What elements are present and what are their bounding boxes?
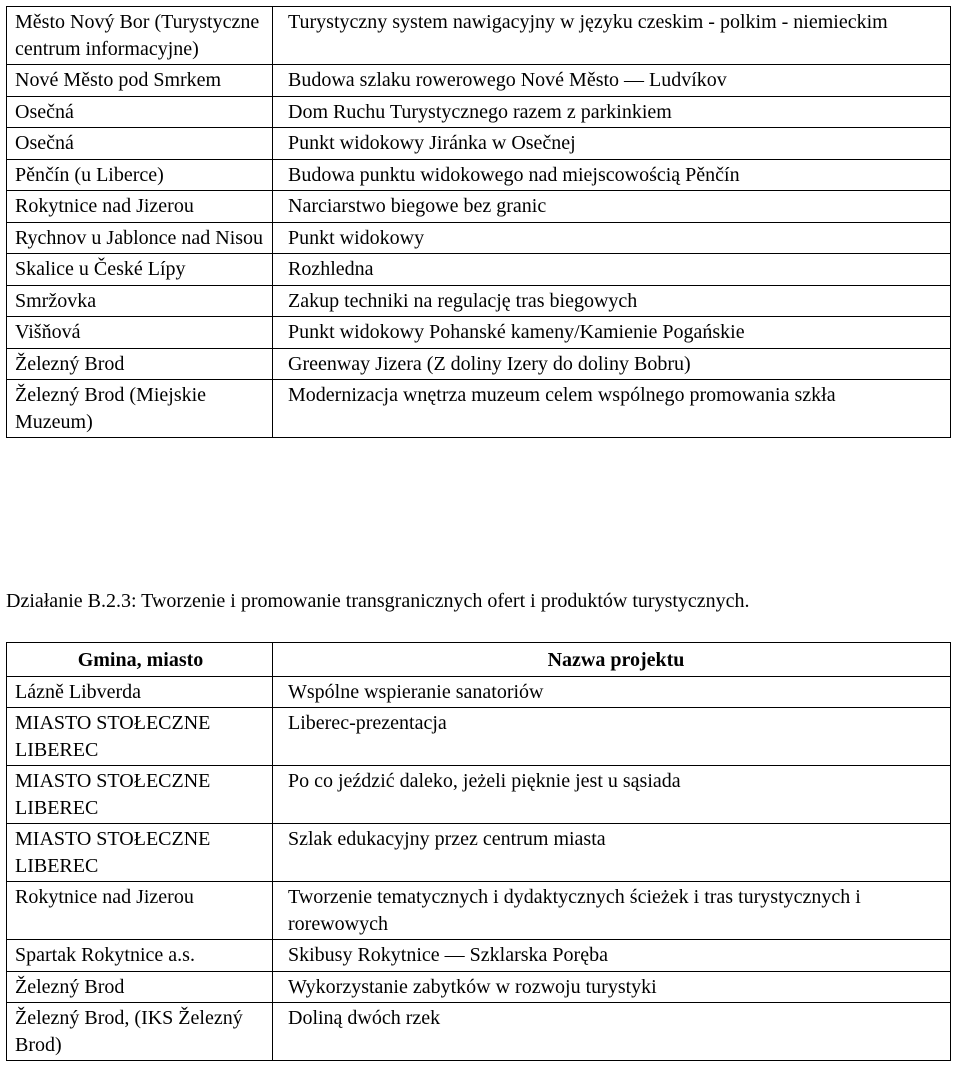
municipality-cell: Osečná [7, 128, 273, 160]
project-name-cell: Skibusy Rokytnice — Szklarska Poręba [273, 940, 951, 972]
section-heading: Działanie B.2.3: Tworzenie i promowanie transgranicznych ofert i produktów turystycznych. [6, 590, 750, 612]
project-name-cell: Turystyczny system nawigacyjny w języku czeskim - polkim - niemieckim [273, 7, 951, 65]
table-row [7, 254, 951, 286]
table-row [7, 7, 951, 65]
table-row [7, 1003, 951, 1061]
table-row [7, 65, 951, 97]
table-header-row [7, 643, 951, 677]
table-row [7, 159, 951, 191]
municipality-cell: Rokytnice nad Jizerou [7, 882, 273, 940]
projects-table-1 [6, 6, 951, 438]
project-name-cell: Tworzenie tematycznych i dydaktycznych ścieżek i tras turystycznych i rorewowych [273, 882, 951, 940]
table-row [7, 940, 951, 972]
table-row [7, 285, 951, 317]
table-row [7, 971, 951, 1003]
municipality-cell: Skalice u České Lípy [7, 254, 273, 286]
column-header-project-name: Nazwa projektu [273, 643, 951, 677]
municipality-cell: Spartak Rokytnice a.s. [7, 940, 273, 972]
project-name-cell: Po co jeździć daleko, jeżeli pięknie jest u sąsiada [273, 766, 951, 824]
project-name-cell: Dom Ruchu Turystycznego razem z parkinkiem [273, 96, 951, 128]
municipality-cell: Višňová [7, 317, 273, 349]
municipality-cell: Železný Brod [7, 971, 273, 1003]
project-name-cell: Narciarstwo biegowe bez granic [273, 191, 951, 223]
table-row [7, 708, 951, 766]
table-row [7, 317, 951, 349]
project-name-cell: Greenway Jizera (Z doliny Izery do doliny Bobru) [273, 348, 951, 380]
table-row [7, 191, 951, 223]
municipality-cell: Rokytnice nad Jizerou [7, 191, 273, 223]
project-name-cell: Rozhledna [273, 254, 951, 286]
table-row [7, 128, 951, 160]
table-row [7, 96, 951, 128]
municipality-cell: Nové Město pod Smrkem [7, 65, 273, 97]
projects-table-2 [6, 642, 951, 1061]
project-name-cell: Zakup techniki na regulację tras biegowych [273, 285, 951, 317]
project-name-cell: Modernizacja wnętrza muzeum celem wspólnego promowania szkła [273, 380, 951, 438]
municipality-cell: Lázně Libverda [7, 676, 273, 708]
table-row [7, 348, 951, 380]
municipality-cell: Pěnčín (u Liberce) [7, 159, 273, 191]
municipality-cell: Železný Brod (Miejskie Muzeum) [7, 380, 273, 438]
table-row [7, 824, 951, 882]
table-row [7, 882, 951, 940]
municipality-cell: MIASTO STOŁECZNE LIBEREC [7, 824, 273, 882]
project-name-cell: Liberec-prezentacja [273, 708, 951, 766]
project-name-cell: Punkt widokowy Jiránka w Osečnej [273, 128, 951, 160]
table-row [7, 222, 951, 254]
municipality-cell: MIASTO STOŁECZNE LIBEREC [7, 766, 273, 824]
project-name-cell: Budowa punktu widokowego nad miejscowością Pěnčín [273, 159, 951, 191]
table-row [7, 766, 951, 824]
table-row [7, 676, 951, 708]
project-name-cell: Budowa szlaku rowerowego Nové Město — Ludvíkov [273, 65, 951, 97]
municipality-cell: Smržovka [7, 285, 273, 317]
project-name-cell: Wspólne wspieranie sanatoriów [273, 676, 951, 708]
column-header-municipality: Gmina, miasto [7, 643, 273, 677]
project-name-cell: Szlak edukacyjny przez centrum miasta [273, 824, 951, 882]
project-name-cell: Punkt widokowy Pohanské kameny/Kamienie Pogańskie [273, 317, 951, 349]
project-name-cell: Punkt widokowy [273, 222, 951, 254]
project-name-cell: Wykorzystanie zabytków w rozwoju turystyki [273, 971, 951, 1003]
municipality-cell: Rychnov u Jablonce nad Nisou [7, 222, 273, 254]
municipality-cell: Železný Brod, (IKS Železný Brod) [7, 1003, 273, 1061]
municipality-cell: Osečná [7, 96, 273, 128]
municipality-cell: Železný Brod [7, 348, 273, 380]
municipality-cell: MIASTO STOŁECZNE LIBEREC [7, 708, 273, 766]
project-name-cell: Doliną dwóch rzek [273, 1003, 951, 1061]
municipality-cell: Město Nový Bor (Turystyczne centrum informacyjne) [7, 7, 273, 65]
table-row [7, 380, 951, 438]
